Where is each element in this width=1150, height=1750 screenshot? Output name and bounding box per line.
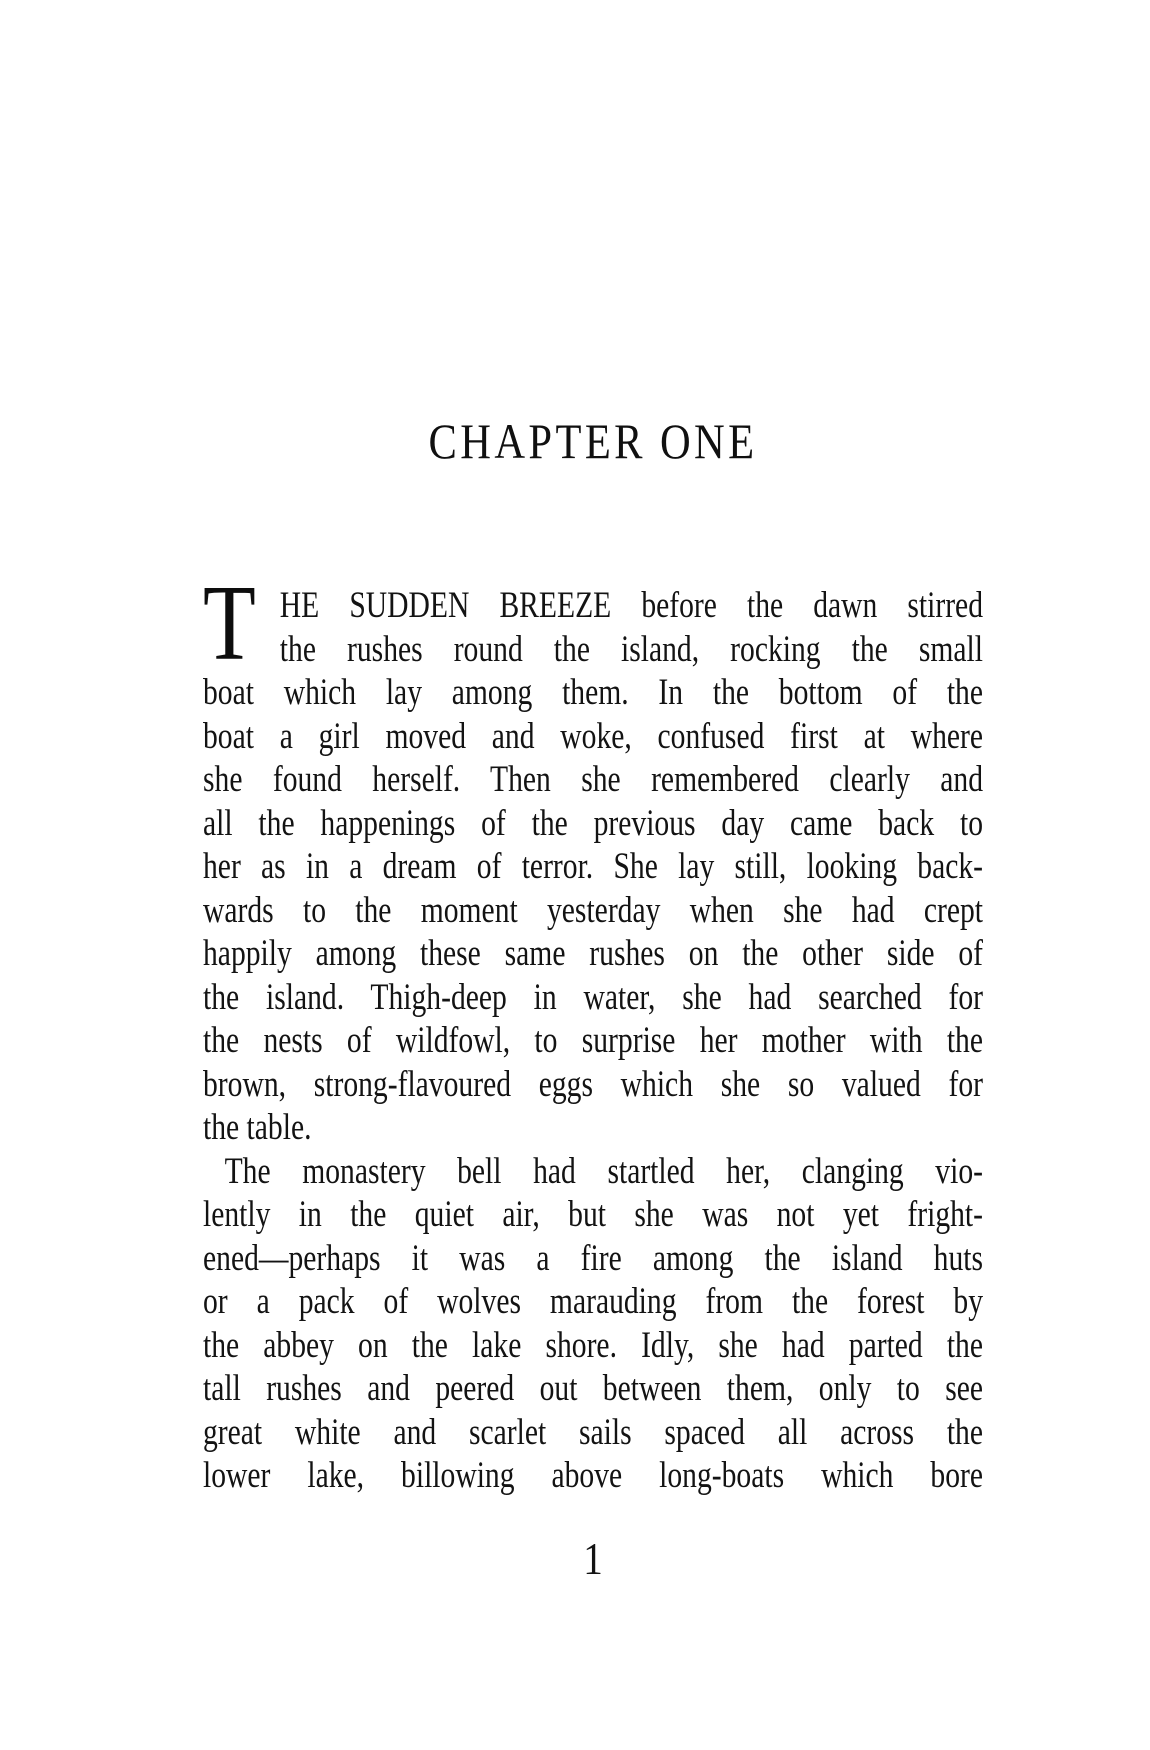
- text-line: the rushes round the island, rocking the small: [279, 628, 983, 670]
- text-line: happily among these same rushes on the other side of: [203, 933, 983, 974]
- text-line: The monastery bell had startled her, clanging vio-: [224, 1150, 984, 1192]
- drop-cap-letter: T: [203, 564, 256, 683]
- text-line: HE SUDDEN BREEZE before the dawn stirred: [279, 585, 983, 626]
- text-line: the table.: [203, 1107, 312, 1148]
- text-line: her as in a dream of terror. She lay still, looking back-: [203, 846, 983, 887]
- text-line: or a pack of wolves marauding from the forest by: [203, 1281, 983, 1322]
- text-line: the nests of wildfowl, to surprise her mother with the: [203, 1020, 983, 1061]
- text-line: brown, strong-flavoured eggs which she so valued for: [203, 1063, 983, 1105]
- text-line: ened—perhaps it was a fire among the island huts: [203, 1237, 983, 1279]
- text-line: the abbey on the lake shore. Idly, she had parted the: [203, 1324, 983, 1366]
- text-line: all the happenings of the previous day came back to: [203, 802, 983, 844]
- text-line: tall rushes and peered out between them, only to see: [203, 1368, 983, 1409]
- text-line: lower lake, billowing above long-boats which bore: [203, 1455, 983, 1496]
- text-line: great white and scarlet sails spaced all across the: [203, 1411, 983, 1453]
- text-line: boat which lay among them. In the bottom of the: [203, 672, 983, 713]
- text-line: she found herself. Then she remembered clearly and: [203, 759, 983, 800]
- text-line: boat a girl moved and woke, confused first at where: [203, 715, 983, 757]
- chapter-title: CHAPTER ONE: [428, 413, 758, 469]
- body-text: [203, 564, 984, 1498]
- text-line: lently in the quiet air, but she was not yet fright-: [203, 1194, 983, 1235]
- text-line: wards to the moment yesterday when she had crept: [203, 889, 983, 931]
- page-number: 1: [583, 1533, 603, 1584]
- text-line: the island. Thigh-deep in water, she had searched for: [203, 976, 983, 1018]
